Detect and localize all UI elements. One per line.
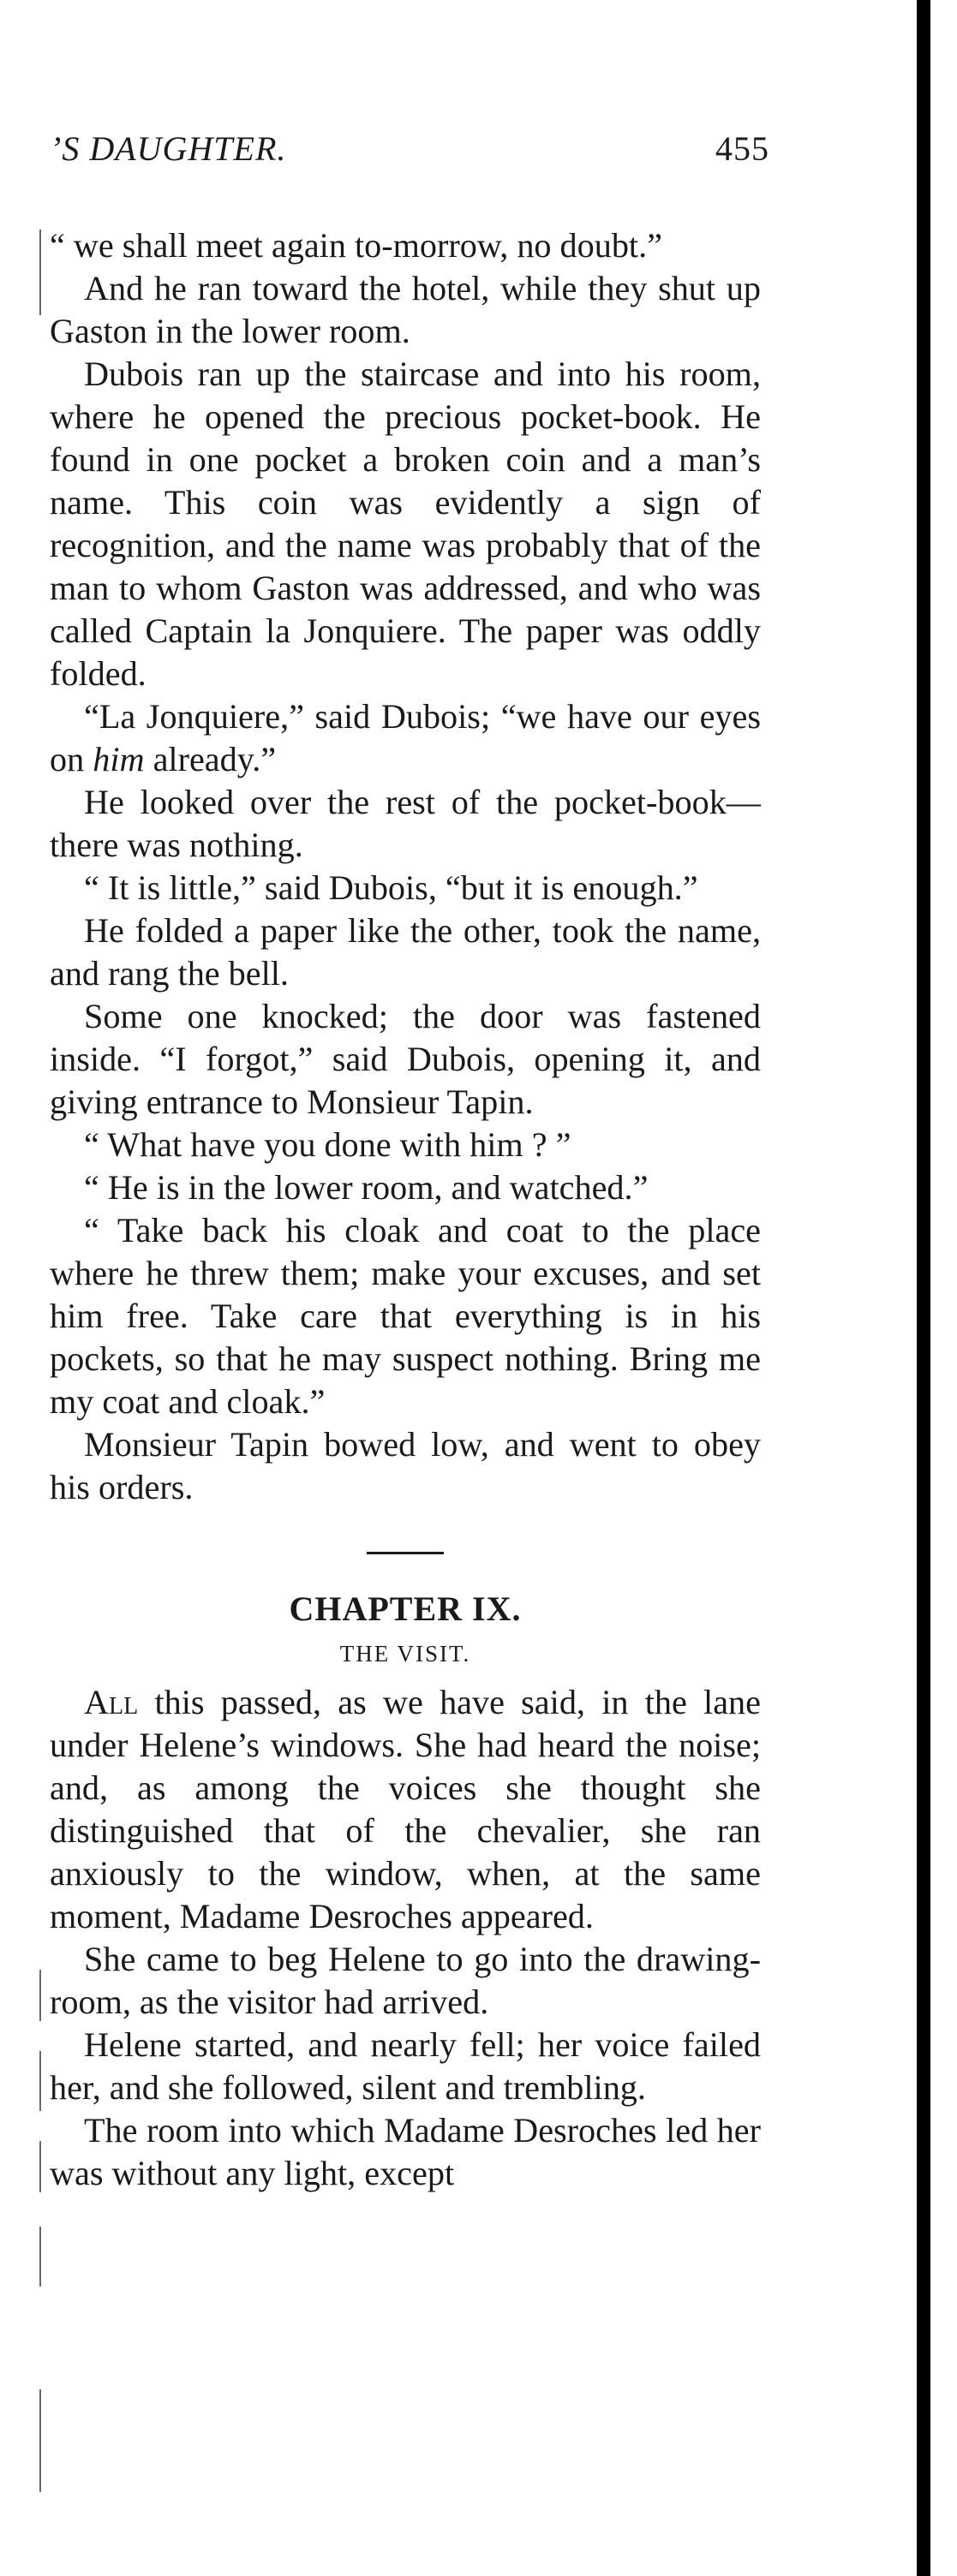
paragraph: Dubois ran up the staircase and into his room, where he opened the precious pocket-book. He found in one pocket a broken coin and a man’s name. This coin was evidently a sign of recognition, and the name was probably that of the man to whom Gaston was addressed, and who was called Captain la Jonquiere. The paper was oddly folded. bbox=[50, 355, 761, 693]
margin-line bbox=[39, 2227, 41, 2287]
text-run: already.” bbox=[144, 740, 277, 778]
margin-line bbox=[39, 1970, 41, 2021]
chapter-title: CHAPTER IX. bbox=[289, 1589, 522, 1628]
paragraph: “ He is in the lower room, and watched.” bbox=[84, 1168, 649, 1207]
paragraph: Some one knocked; the door was fastened inside. “I forgot,” said Dubois, opening it, and giving entrance to Monsieur Tapin. bbox=[50, 997, 761, 1121]
chapter-subtitle: THE VISIT. bbox=[339, 1641, 471, 1667]
margin-line bbox=[39, 2141, 41, 2192]
paragraph bbox=[50, 695, 761, 781]
paragraph: Helene started, and nearly fell; her voice failed her, and she followed, silent and trembling. bbox=[50, 2025, 761, 2107]
margin-line bbox=[39, 2389, 41, 2492]
paragraph: “ What have you done with him ? ” bbox=[84, 1125, 571, 1164]
paragraph: He looked over the rest of the pocket-book—there was nothing. bbox=[50, 783, 761, 864]
text-run: this passed, as we have said, in the lane under Helene’s windows. She had heard the noise; and, as among the voices she thought she distinguished that of the chevalier, she ran anxiously to the window, when, at the same moment, Madame Desroches appeared. bbox=[50, 1683, 761, 1935]
emphasis-text: him bbox=[93, 740, 145, 778]
text-run: “La Jonquiere,” said Dubois; “we have our eyes on bbox=[50, 697, 761, 778]
running-title: ’S DAUGHTER. bbox=[50, 129, 287, 168]
paragraph: “ It is little,” said Dubois, “but it is enough.” bbox=[84, 868, 698, 907]
paragraph: And he ran toward the hotel, while they shut up Gaston in the lower room. bbox=[50, 269, 761, 350]
page-number: 455 bbox=[715, 129, 769, 168]
binding-edge bbox=[917, 0, 930, 2576]
section-divider bbox=[367, 1552, 444, 1554]
paragraph: “ Take back his cloak and coat to the place where he threw them; make your excuses, and set him free. Take care that everything is in his pockets, so that he may suspect nothing. Bring me my coat and cloak.” bbox=[50, 1211, 761, 1421]
margin-line bbox=[39, 2051, 41, 2111]
margin-line bbox=[39, 230, 41, 315]
paragraph: He folded a paper like the other, took the name, and rang the bell. bbox=[50, 911, 761, 993]
paragraph: Monsieur Tapin bowed low, and went to obey his orders. bbox=[50, 1425, 761, 1506]
text-column bbox=[50, 224, 761, 2195]
lead-word: All bbox=[84, 1683, 139, 1721]
paragraph: She came to beg Helene to go into the drawing-room, as the visitor had arrived. bbox=[50, 1940, 761, 2021]
paragraph: “ we shall meet again to-morrow, no doubt.” bbox=[50, 226, 662, 265]
paragraph: The room into which Madame Desroches led her was without any light, except bbox=[50, 2111, 761, 2192]
chapter-opening-paragraph bbox=[50, 1681, 761, 1938]
